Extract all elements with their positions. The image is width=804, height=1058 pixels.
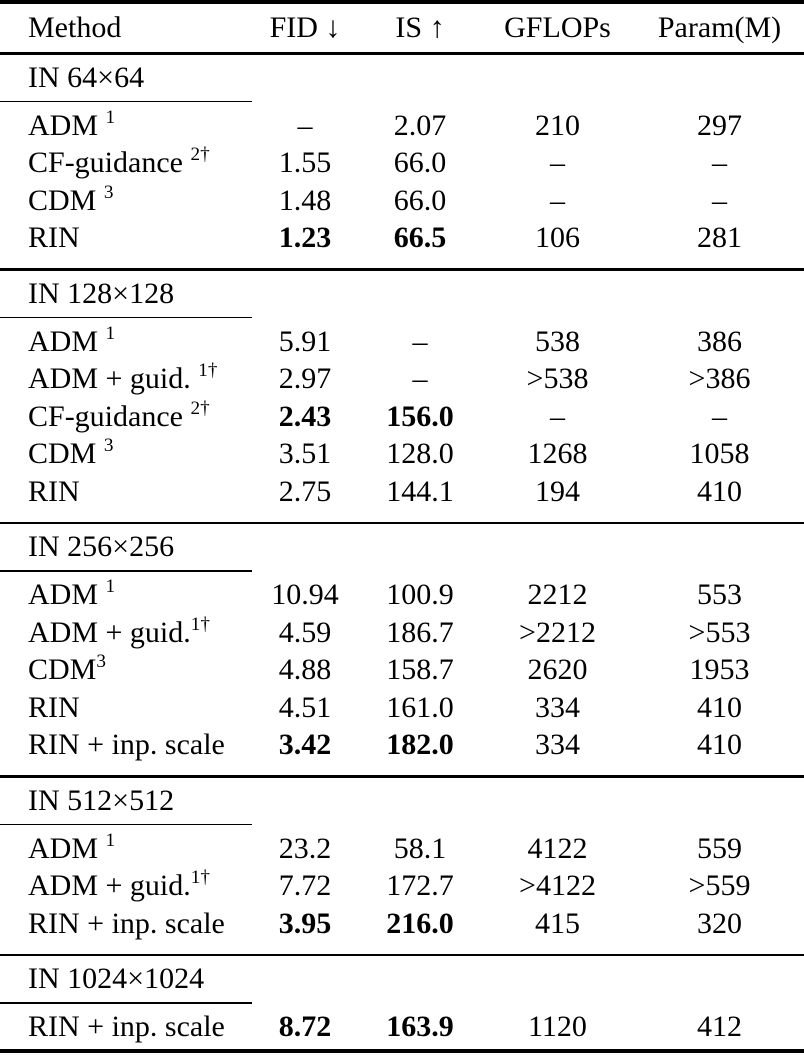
table-row xyxy=(0,473,804,511)
method-cell xyxy=(0,221,250,255)
method-name: ADM xyxy=(28,831,106,865)
method-superscript: 2† xyxy=(190,144,210,166)
table-row xyxy=(0,398,804,436)
table-row xyxy=(0,905,804,943)
method-name: ADM + guid. xyxy=(28,869,191,903)
gflops-cell: 334 xyxy=(535,690,580,724)
gflops-cell: 2620 xyxy=(527,653,588,687)
gflops-cell: 2212 xyxy=(527,578,588,612)
method-name: RIN + inp. scale xyxy=(28,1010,225,1044)
fid-cell: 23.2 xyxy=(278,831,332,865)
section-title-in-512 xyxy=(0,778,804,824)
is-cell: 128.0 xyxy=(386,437,454,471)
fid-cell: 1.55 xyxy=(278,146,332,180)
param-cell: 281 xyxy=(697,221,742,255)
table-row xyxy=(0,145,804,183)
method-name: RIN xyxy=(28,221,80,255)
section-title-label: IN 1024×1024 xyxy=(28,962,205,995)
gflops-cell: 210 xyxy=(535,108,580,142)
section-body-in-512 xyxy=(0,825,804,954)
gflops-cell: 1268 xyxy=(527,437,588,471)
gflops-cell: >538 xyxy=(526,362,589,396)
is-cell: 144.1 xyxy=(386,474,454,508)
is-cell: – xyxy=(412,324,428,358)
param-cell: 320 xyxy=(697,906,742,940)
is-cell: 158.7 xyxy=(386,653,454,687)
method-name: RIN + inp. scale xyxy=(28,728,225,762)
is-cell: 161.0 xyxy=(386,690,454,724)
param-cell: 297 xyxy=(697,108,742,142)
gflops-cell: 1120 xyxy=(528,1010,587,1044)
section-body-in-1024 xyxy=(0,1004,804,1050)
gflops-cell: – xyxy=(550,183,565,217)
method-name: CDM xyxy=(28,437,104,471)
is-cell: 163.9 xyxy=(386,1010,454,1044)
bottom-rule xyxy=(0,1049,804,1053)
method-cell xyxy=(0,578,250,612)
table-row xyxy=(0,1009,804,1047)
method-name: ADM xyxy=(28,578,106,612)
section-body-in-128 xyxy=(0,318,804,522)
is-cell: 172.7 xyxy=(386,869,454,903)
table-row xyxy=(0,868,804,906)
fid-cell: 4.88 xyxy=(278,653,332,687)
method-name: CDM xyxy=(28,183,104,217)
table-row xyxy=(0,323,804,361)
fid-cell: 3.51 xyxy=(278,437,332,471)
method-cell xyxy=(0,613,250,650)
fid-cell: 1.23 xyxy=(278,221,332,255)
method-superscript: 3 xyxy=(103,181,114,203)
method-superscript: 1 xyxy=(105,576,116,598)
is-cell: 216.0 xyxy=(386,906,454,940)
method-cell xyxy=(0,397,250,434)
is-cell: – xyxy=(412,362,428,396)
is-cell: 186.7 xyxy=(386,615,454,649)
method-cell xyxy=(0,653,250,687)
gflops-cell: 4122 xyxy=(527,831,588,865)
section-title-label: IN 256×256 xyxy=(28,530,175,563)
section-title-label: IN 512×512 xyxy=(28,783,175,817)
method-superscript: 1 xyxy=(105,322,116,344)
param-cell: 559 xyxy=(697,831,742,865)
fid-cell: 7.72 xyxy=(278,869,332,903)
gflops-cell: >4122 xyxy=(519,869,596,903)
method-cell xyxy=(0,106,250,143)
section-title-label: IN 64×64 xyxy=(28,60,145,94)
param-cell: – xyxy=(712,399,727,433)
method-cell xyxy=(0,691,250,725)
is-cell: 66.0 xyxy=(393,146,447,180)
table-row xyxy=(0,361,804,399)
method-superscript: 1 xyxy=(105,829,116,851)
section-title-in-256 xyxy=(0,524,804,570)
fid-cell: 2.43 xyxy=(278,399,332,433)
table-row xyxy=(0,830,804,868)
section-title-in-128 xyxy=(0,271,804,317)
param-cell: 1953 xyxy=(689,653,750,687)
method-cell xyxy=(0,829,250,866)
param-cell: >386 xyxy=(688,362,751,396)
gflops-cell: 194 xyxy=(535,474,580,508)
is-cell: 66.0 xyxy=(393,183,447,217)
method-name: RIN xyxy=(28,474,80,508)
method-cell xyxy=(0,475,250,509)
param-cell: 410 xyxy=(697,474,742,508)
table-row xyxy=(0,727,804,765)
method-superscript: 1 xyxy=(105,106,116,128)
fid-cell: 8.72 xyxy=(278,1010,332,1044)
method-name: ADM xyxy=(28,324,106,358)
method-cell xyxy=(0,146,250,180)
method-cell xyxy=(0,728,250,762)
gflops-cell: – xyxy=(550,146,565,180)
gflops-cell: – xyxy=(550,399,565,433)
col-header-method: Method xyxy=(28,11,122,44)
method-cell xyxy=(0,907,250,941)
param-cell: 412 xyxy=(697,1010,742,1044)
gflops-cell: 106 xyxy=(535,221,580,255)
method-superscript: 1† xyxy=(190,867,210,889)
method-cell xyxy=(0,1010,250,1044)
is-cell: 2.07 xyxy=(393,108,447,142)
gflops-cell: 538 xyxy=(535,324,580,358)
fid-cell: 3.95 xyxy=(278,906,332,940)
col-header-gflops: GFLOPs xyxy=(504,11,611,44)
fid-cell: 5.91 xyxy=(278,324,332,358)
is-cell: 100.9 xyxy=(386,578,454,612)
is-cell: 182.0 xyxy=(386,728,454,762)
method-superscript: 3 xyxy=(96,651,106,673)
param-cell: 1058 xyxy=(689,437,750,471)
method-cell xyxy=(0,437,250,471)
param-cell: – xyxy=(712,183,727,217)
param-cell: 386 xyxy=(697,324,742,358)
param-cell: >553 xyxy=(688,615,751,649)
param-cell: 410 xyxy=(697,728,742,762)
method-name: CF-guidance xyxy=(28,146,191,180)
fid-cell: 1.48 xyxy=(278,183,332,217)
fid-cell: 4.51 xyxy=(278,690,332,724)
param-cell: >559 xyxy=(688,869,751,903)
is-cell: 156.0 xyxy=(386,399,454,433)
fid-cell: 2.75 xyxy=(278,474,332,508)
gflops-cell: 415 xyxy=(535,906,580,940)
section-body-in-256 xyxy=(0,572,804,776)
section-title-label: IN 128×128 xyxy=(28,276,175,310)
table-row xyxy=(0,182,804,220)
table-row xyxy=(0,689,804,727)
method-superscript: 2† xyxy=(190,397,210,419)
fid-cell: 2.97 xyxy=(278,362,332,396)
col-header-param: Param(M) xyxy=(657,11,782,44)
table-row xyxy=(0,577,804,615)
table-row xyxy=(0,436,804,474)
col-header-is: IS ↑ xyxy=(395,11,445,44)
method-name: ADM + guid. xyxy=(28,615,191,649)
param-cell: 553 xyxy=(697,578,742,612)
section-body-in-64 xyxy=(0,102,804,268)
method-superscript: 1† xyxy=(198,360,218,382)
table-row xyxy=(0,614,804,652)
method-cell xyxy=(0,181,250,218)
method-superscript: 1† xyxy=(190,613,210,635)
section-title-in-1024 xyxy=(0,956,804,1002)
table-row xyxy=(0,652,804,690)
table-row xyxy=(0,220,804,258)
method-cell xyxy=(0,362,250,396)
method-name: RIN xyxy=(28,690,80,724)
fid-cell: 4.59 xyxy=(278,615,332,649)
method-name: ADM xyxy=(28,108,106,142)
param-cell: – xyxy=(712,146,727,180)
section-title-in-64 xyxy=(0,55,804,101)
is-cell: 66.5 xyxy=(393,221,447,255)
method-name: CF-guidance xyxy=(28,399,191,433)
method-name: RIN + inp. scale xyxy=(28,906,225,940)
method-cell xyxy=(0,322,250,359)
gflops-cell: >2212 xyxy=(519,615,596,649)
fid-cell: – xyxy=(297,108,313,142)
method-cell xyxy=(0,869,250,903)
table-header-row xyxy=(0,4,804,52)
col-header-fid: FID ↓ xyxy=(269,11,341,44)
method-superscript: 3 xyxy=(103,435,114,457)
gflops-cell: 334 xyxy=(535,728,580,762)
table-row xyxy=(0,107,804,145)
fid-cell: 3.42 xyxy=(278,728,332,762)
fid-cell: 10.94 xyxy=(271,578,339,612)
method-name: CDM xyxy=(28,653,97,687)
method-name: ADM + guid. xyxy=(28,362,199,396)
param-cell: 410 xyxy=(697,690,742,724)
is-cell: 58.1 xyxy=(393,831,447,865)
